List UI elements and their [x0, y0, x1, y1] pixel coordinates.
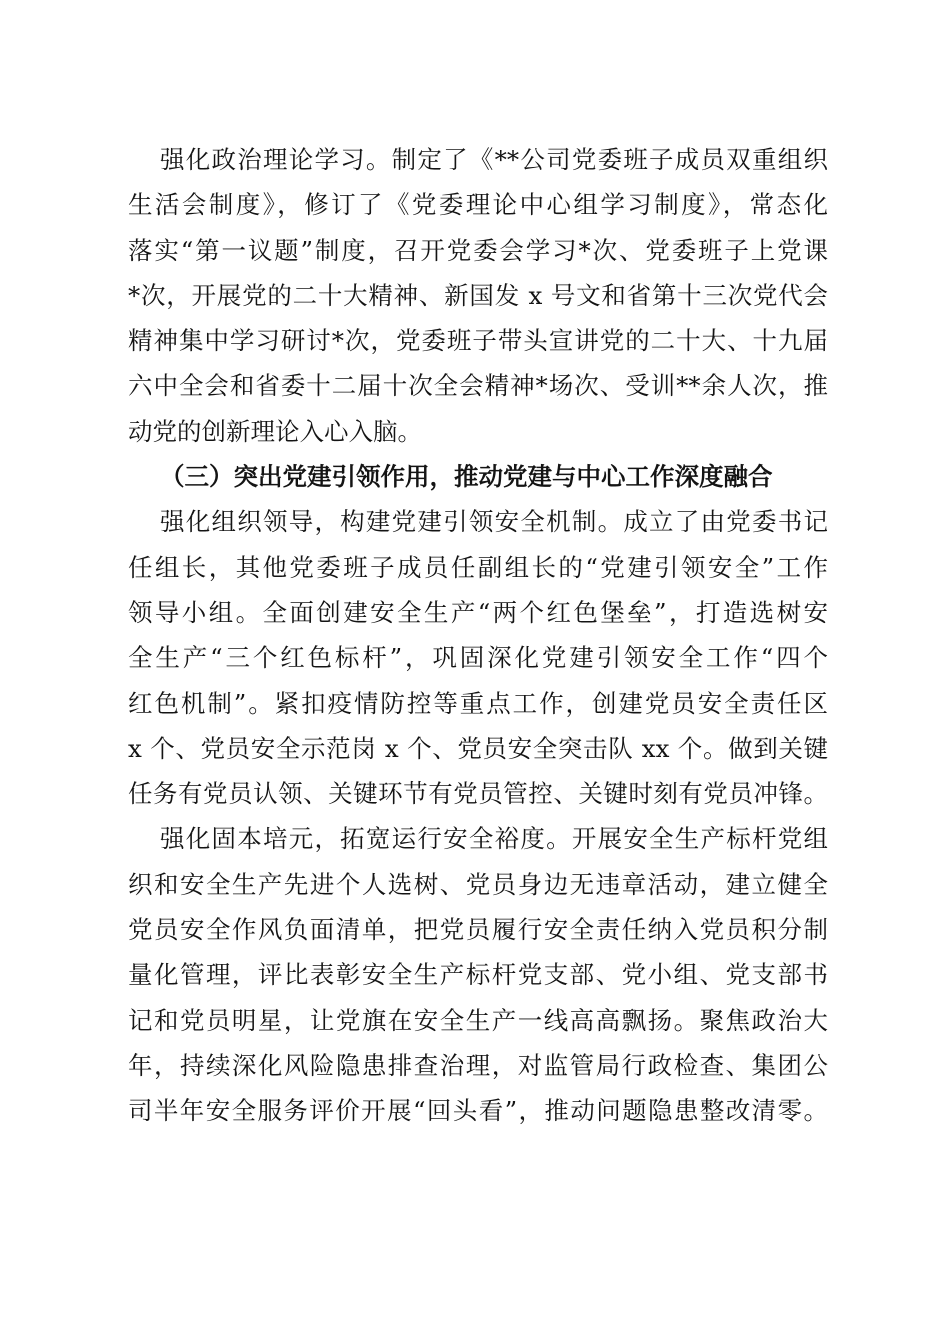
- section-heading: [128, 454, 828, 499]
- paragraph-line: 全生产“三个红色标杆”，巩固深化党建引领安全工作“四个: [128, 643, 828, 673]
- paragraph-line: 量化管理，评比表彰安全生产标杆党支部、党小组、党支部书: [128, 960, 828, 990]
- paragraph-line: 落实“第一议题”制度，召开党委会学习*次、党委班子上党课: [128, 235, 828, 265]
- section-heading-text: （三）突出党建引领作用，推动党建与中心工作深度融合: [160, 462, 773, 492]
- paragraph-political-study: [128, 137, 828, 454]
- paragraph-line: 强化政治理论学习。制定了《**公司党委班子成员双重组织: [160, 145, 828, 174]
- paragraph-line: 红色机制”。紧扣疫情防控等重点工作，创建党员安全责任区: [128, 688, 828, 718]
- paragraph-line: x 个、党员安全示范岗 x 个、党员安全突击队 xx 个。做到关键: [128, 733, 828, 763]
- document-body: [128, 137, 828, 1134]
- paragraph-line: 党员安全作风负面清单，把党员履行安全责任纳入党员积分制: [128, 915, 828, 945]
- paragraph-line: 任组长，其他党委班子成员任副组长的“党建引领安全”工作: [128, 552, 828, 582]
- paragraph-line: 动党的创新理论入心入脑。: [128, 416, 422, 446]
- paragraph-line: *次，开展党的二十大精神、新国发 x 号文和省第十三次党代会: [128, 280, 828, 310]
- paragraph-safety-foundation: [128, 816, 828, 1133]
- paragraph-line: 年，持续深化风险隐患排查治理，对监管局行政检查、集团公: [128, 1050, 828, 1080]
- paragraph-line: 精神集中学习研讨*次，党委班子带头宣讲党的二十大、十九届: [128, 326, 828, 356]
- paragraph-line: 生活会制度》，修订了《党委理论中心组学习制度》，常态化: [128, 190, 828, 220]
- paragraph-line: 强化组织领导，构建党建引领安全机制。成立了由党委书记: [160, 507, 828, 537]
- paragraph-line: 六中全会和省委十二届十次全会精神*场次、受训**余人次，推: [128, 371, 828, 401]
- paragraph-line: 任务有党员认领、关键环节有党员管控、关键时刻有党员冲锋。: [128, 779, 828, 809]
- paragraph-line: 记和党员明星，让党旗在安全生产一线高高飘扬。聚焦政治大: [128, 1005, 828, 1035]
- paragraph-line: 强化固本培元，拓宽运行安全裕度。开展安全生产标杆党组: [160, 824, 828, 854]
- paragraph-line: 司半年安全服务评价开展“回头看”，推动问题隐患整改清零。: [128, 1096, 828, 1126]
- paragraph-organizational-leadership: [128, 499, 828, 816]
- paragraph-line: 织和安全生产先进个人选树、党员身边无违章活动，建立健全: [128, 869, 828, 899]
- paragraph-line: 领导小组。全面创建安全生产“两个红色堡垒”，打造选树安: [128, 597, 828, 627]
